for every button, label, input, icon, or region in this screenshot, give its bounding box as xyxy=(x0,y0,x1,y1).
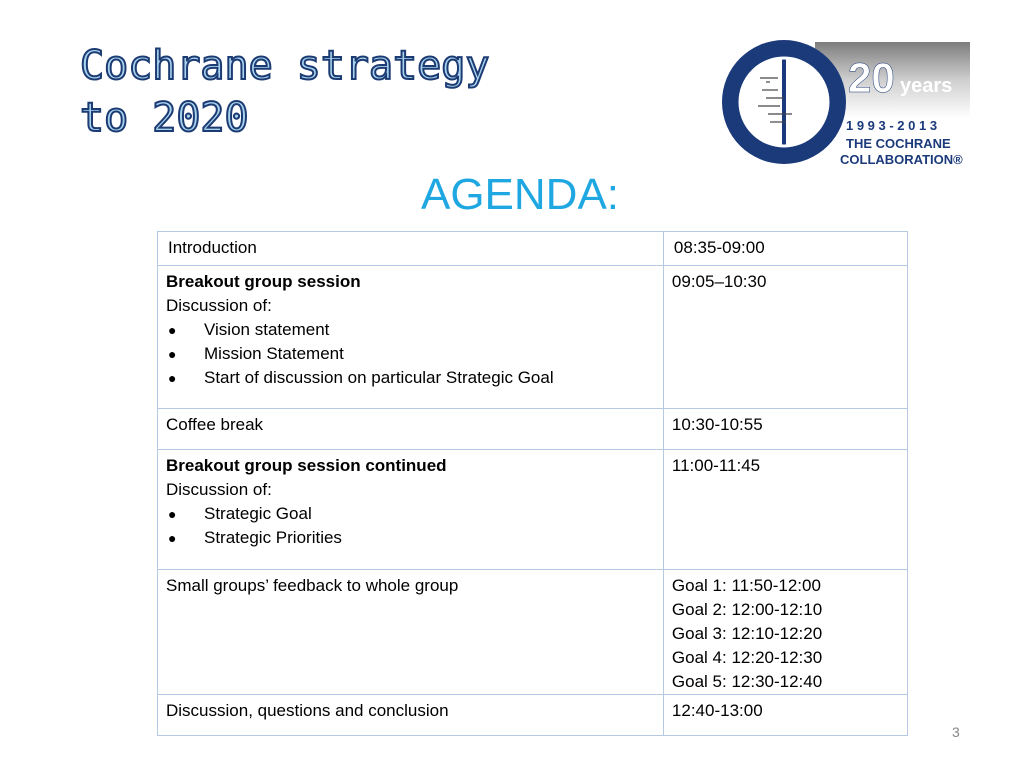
years-number: 20 xyxy=(848,54,895,101)
bullet-icon: ● xyxy=(168,346,177,362)
table-row xyxy=(158,232,908,266)
agenda-item-cell xyxy=(158,266,664,409)
table-row xyxy=(158,695,908,736)
list-item: ● Start of discussion on particular Strategic Goal xyxy=(166,366,655,390)
list-item: ● Mission Statement xyxy=(166,342,655,366)
bullet-list xyxy=(166,318,655,390)
agenda-time: 11:00-11:45 xyxy=(663,450,907,570)
table-row xyxy=(158,409,908,450)
title-line-1: Cochrane strategy xyxy=(80,43,490,89)
agenda-time: 09:05–10:30 xyxy=(663,266,907,409)
agenda-item-cell xyxy=(158,450,664,570)
title-line-2: to 2020 xyxy=(80,95,249,141)
agenda-item: Discussion, questions and conclusion xyxy=(158,695,664,736)
agenda-subheading: Discussion of: xyxy=(166,480,272,499)
agenda-time: 08:35-09:00 xyxy=(663,232,907,266)
slide-title xyxy=(80,40,489,144)
page-number: 3 xyxy=(952,724,960,740)
goal-time: Goal 3: 12:10-12:20 xyxy=(671,624,823,643)
table-row xyxy=(158,450,908,570)
list-item: ● Strategic Goal xyxy=(166,502,655,526)
bullet-icon: ● xyxy=(168,322,177,338)
agenda-time: 10:30-10:55 xyxy=(663,409,907,450)
org-name-line-1: THE COCHRANE xyxy=(846,136,951,151)
agenda-item: Small groups’ feedback to whole group xyxy=(158,570,664,695)
agenda-subheading: Discussion of: xyxy=(166,296,272,315)
table-row xyxy=(158,570,908,695)
years-word: years xyxy=(900,75,953,97)
goal-time: Goal 4: 12:20-12:30 xyxy=(671,648,823,667)
agenda-time-cell xyxy=(663,570,907,695)
goal-time: Goal 5: 12:30-12:40 xyxy=(671,672,823,691)
goal-time: Goal 1: 11:50-12:00 xyxy=(671,576,821,595)
years-range: 1 9 9 3 - 2 0 1 3 xyxy=(846,118,938,133)
agenda-item: Coffee break xyxy=(158,409,664,450)
agenda-item: Breakout group session continued xyxy=(166,456,447,475)
bullet-list xyxy=(166,502,655,550)
bullet-icon: ● xyxy=(168,370,177,386)
cochrane-20-years-logo xyxy=(720,40,980,170)
agenda-heading: AGENDA: xyxy=(420,170,620,219)
bullet-icon: ● xyxy=(168,530,177,546)
list-item: ● Strategic Priorities xyxy=(166,526,655,550)
org-name-line-2: COLLABORATION® xyxy=(840,152,963,167)
agenda-table xyxy=(157,231,908,736)
list-item: ● Vision statement xyxy=(166,318,655,342)
bullet-icon: ● xyxy=(168,506,177,522)
agenda-item: Breakout group session xyxy=(166,272,361,291)
table-row xyxy=(158,266,908,409)
agenda-item: Introduction xyxy=(158,232,664,266)
agenda-time: 12:40-13:00 xyxy=(663,695,907,736)
goal-time: Goal 2: 12:00-12:10 xyxy=(671,600,823,619)
